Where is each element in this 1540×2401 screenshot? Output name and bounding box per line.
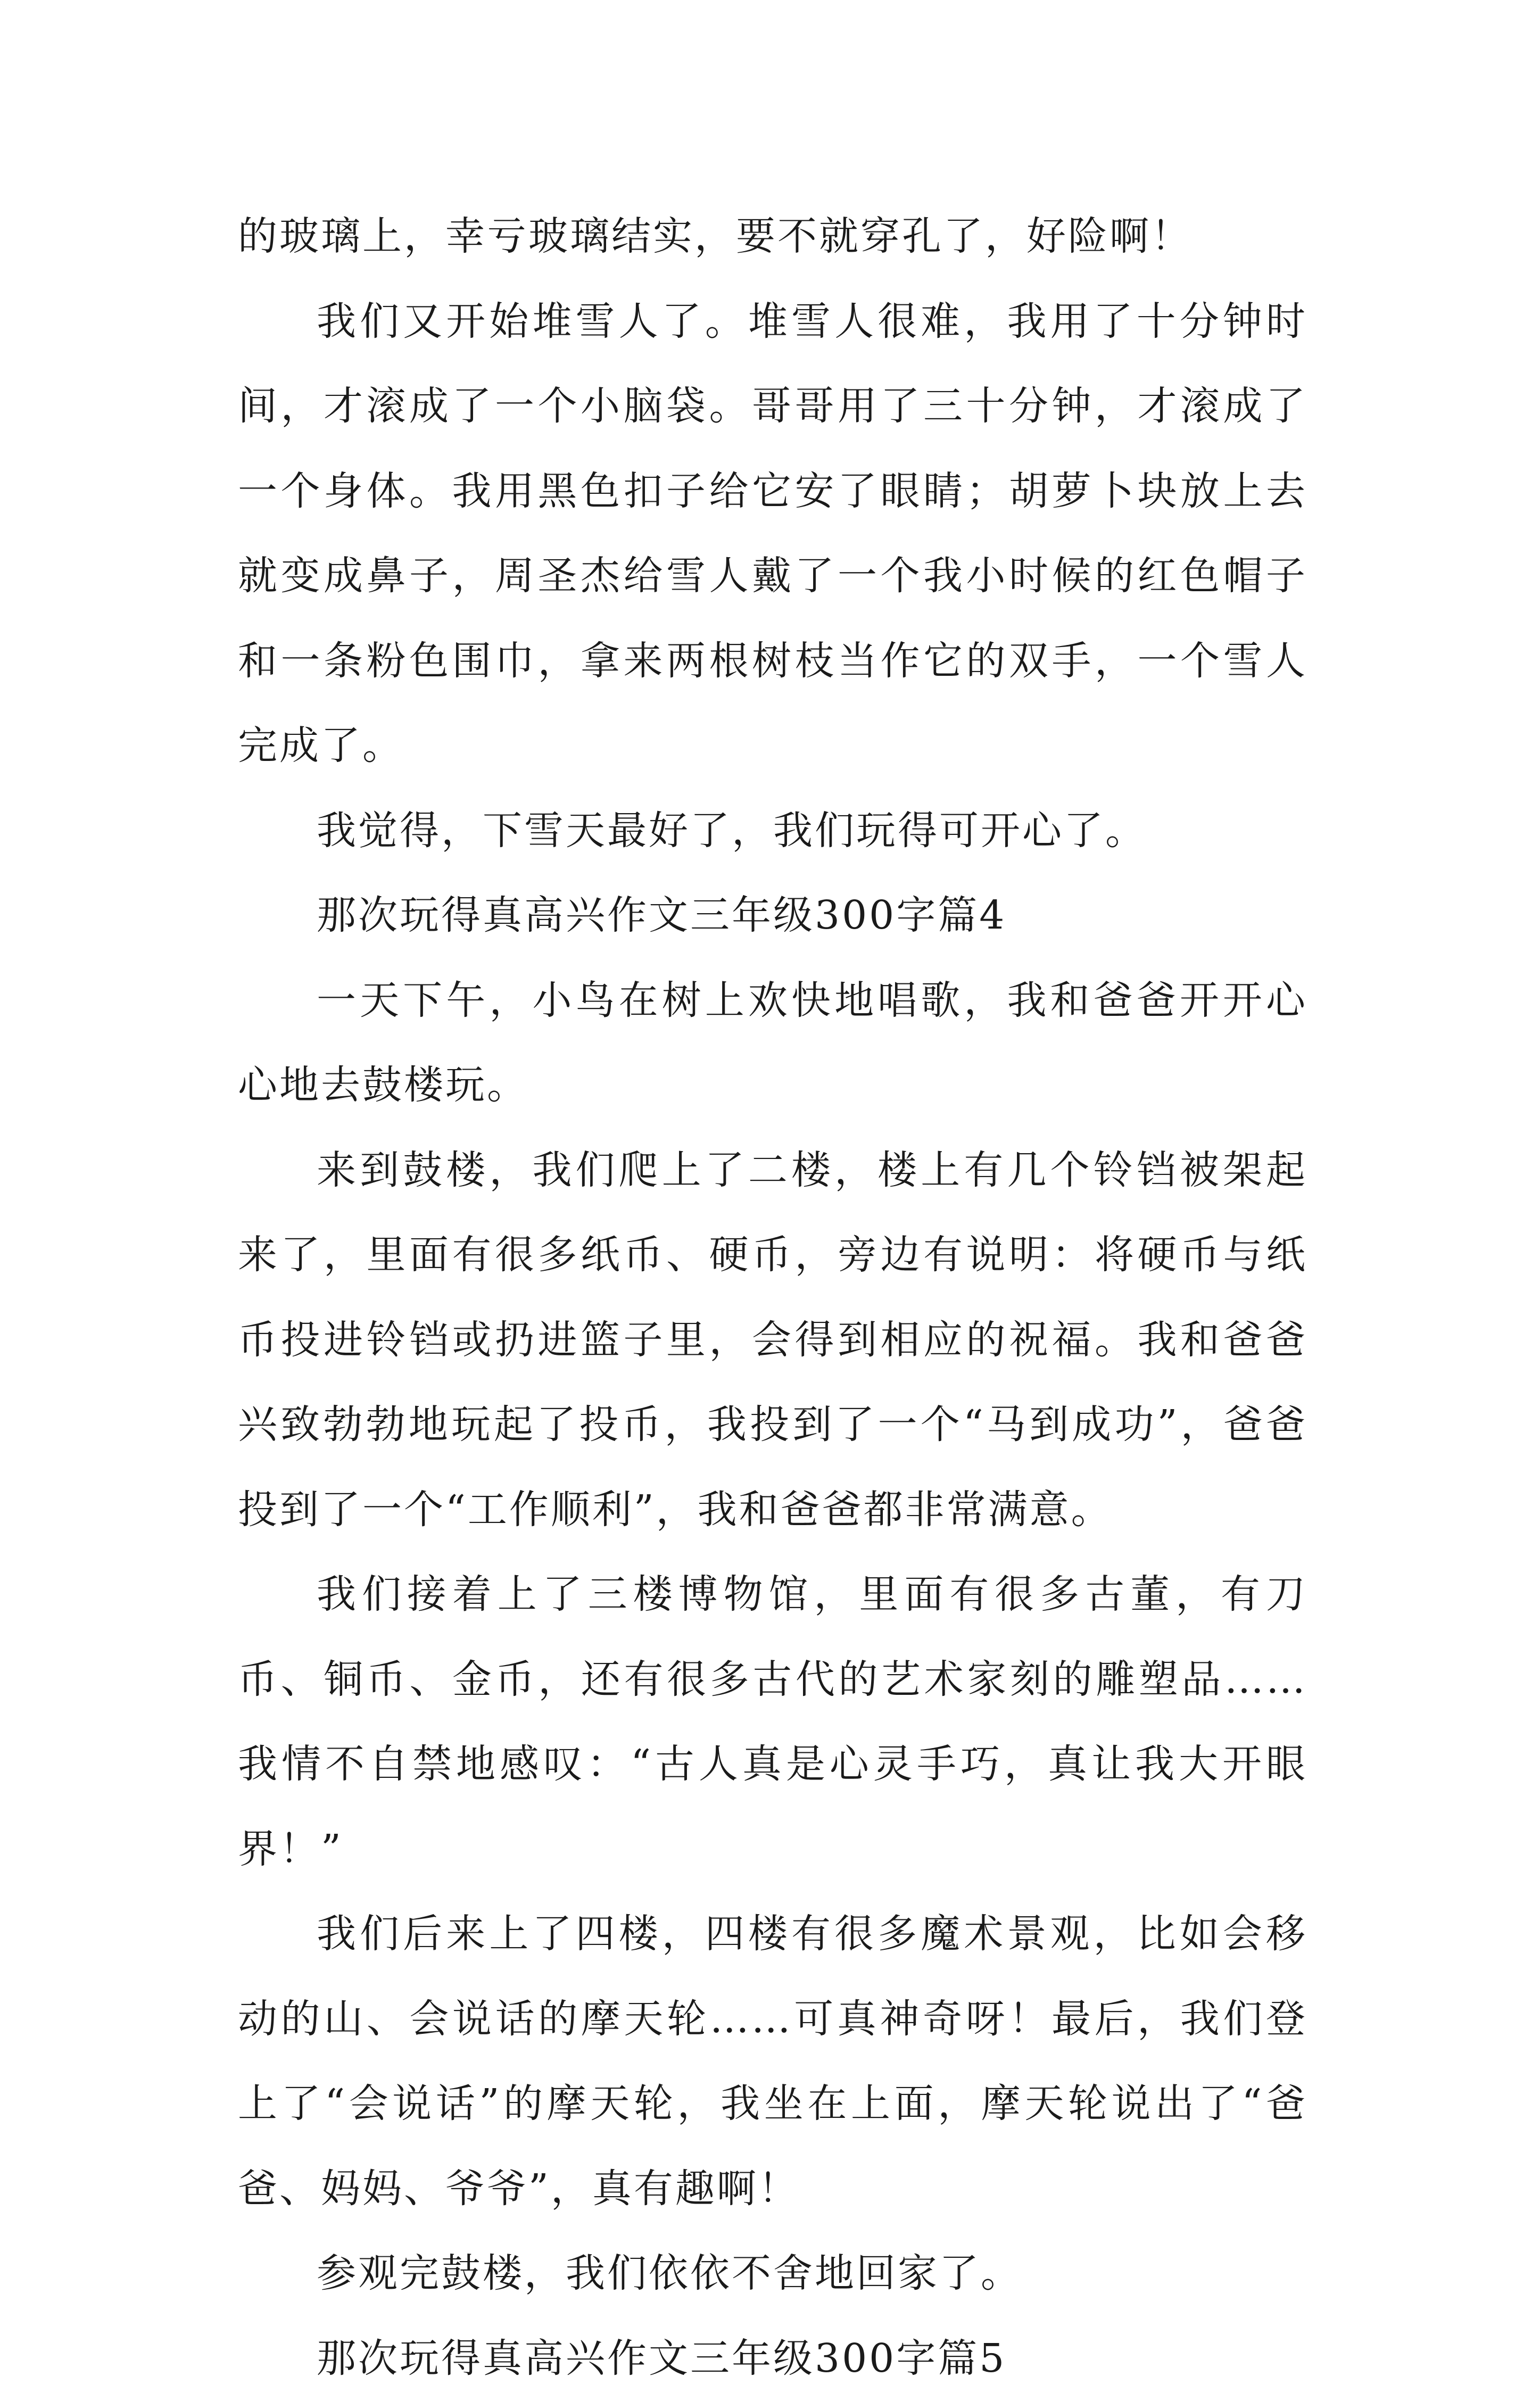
paragraph-go-home: 参观完鼓楼，我们依依不舍地回家了。 [238, 2231, 1307, 2316]
paragraph-continuation: 的玻璃上，幸亏玻璃结实，要不就穿孔了，好险啊！ [238, 194, 1307, 279]
paragraph-third-floor: 我们接着上了三楼博物馆，里面有很多古董，有刀币、铜币、金币，还有很多古代的艺术家刻的雕塑品……我情不自禁地感叹：“古人真是心灵手巧，真让我大开眼界！” [238, 1552, 1307, 1892]
paragraph-fourth-floor: 我们后来上了四楼，四楼有很多魔术景观，比如会移动的山、会说话的摩天轮……可真神奇呀！最后，我们登上了“会说话”的摩天轮，我坐在上面，摩天轮说出了“爸爸、妈妈、爷爷”，真有趣啊！ [238, 1892, 1307, 2231]
paragraph-afternoon: 一天下午，小鸟在树上欢快地唱歌，我和爸爸开开心心地去鼓楼玩。 [238, 958, 1307, 1128]
essay-heading-5: 那次玩得真高兴作文三年级300字篇5 [238, 2316, 1307, 2401]
essay-heading-4: 那次玩得真高兴作文三年级300字篇4 [238, 873, 1307, 958]
paragraph-snowman: 我们又开始堆雪人了。堆雪人很难，我用了十分钟时间，才滚成了一个小脑袋。哥哥用了三十分钟，才滚成了一个身体。我用黑色扣子给它安了眼睛；胡萝卜块放上去就变成鼻子，周圣杰给雪人戴了一个我小时候的红色帽子和一条粉色围巾，拿来两根树枝当作它的双手，一个雪人完成了。 [238, 279, 1307, 789]
document-body [238, 194, 1307, 2401]
paragraph-second-floor: 来到鼓楼，我们爬上了二楼，楼上有几个铃铛被架起来了，里面有很多纸币、硬币，旁边有说明：将硬币与纸币投进铃铛或扔进篮子里，会得到相应的祝福。我和爸爸兴致勃勃地玩起了投币，我投到了一个“马到成功”，爸爸投到了一个“工作顺利”，我和爸爸都非常满意。 [238, 1128, 1307, 1553]
paragraph-snow-day: 我觉得，下雪天最好了，我们玩得可开心了。 [238, 789, 1307, 874]
